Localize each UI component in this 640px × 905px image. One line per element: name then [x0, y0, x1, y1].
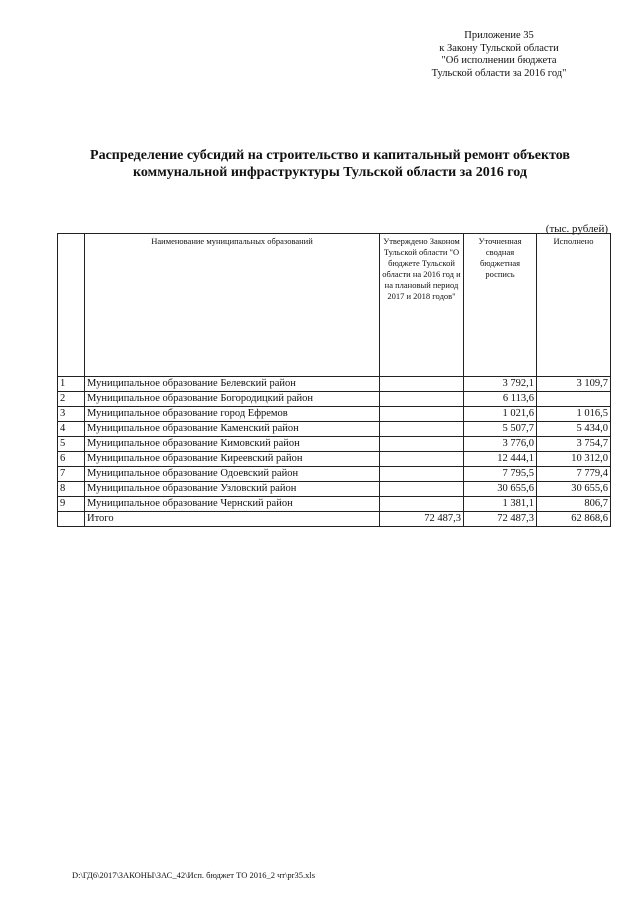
row-executed: 7 779,4: [537, 467, 611, 482]
row-refined: 7 795,5: [464, 467, 537, 482]
appendix-line: к Закону Тульской области: [439, 42, 559, 54]
title-line: Распределение субсидий на строительство и капитальный ремонт объектов: [90, 148, 570, 163]
row-refined: 5 507,7: [464, 422, 537, 437]
row-approved: [380, 377, 464, 392]
row-name: Муниципальное образование Кимовский район: [85, 437, 380, 452]
row-name: Муниципальное образование Богородицкий район: [85, 392, 380, 407]
total-label: Итого: [85, 512, 380, 527]
file-path-footer: D:\ГД6\2017\ЗАКОНЫ\ЗАС_42\Исп. бюджет ТО 2016_2 чт\pr35.xls: [72, 870, 316, 880]
document-title: [40, 147, 620, 181]
row-approved: [380, 422, 464, 437]
appendix-block: [404, 30, 594, 80]
header-approved: Утверждено Законом Тульской области "О бюджете Тульской области на 2016 год и на плановый период 2017 и 2018 годов": [380, 234, 464, 377]
total-approved: 72 487,3: [380, 512, 464, 527]
total-index: [58, 512, 85, 527]
row-name: Муниципальное образование город Ефремов: [85, 407, 380, 422]
row-index: 7: [58, 467, 85, 482]
row-approved: [380, 482, 464, 497]
header-executed: Исполнено: [537, 234, 611, 377]
row-index: 1: [58, 377, 85, 392]
row-index: 5: [58, 437, 85, 452]
row-executed: 30 655,6: [537, 482, 611, 497]
row-approved: [380, 467, 464, 482]
row-executed: 806,7: [537, 497, 611, 512]
appendix-line: "Об исполнении бюджета: [441, 55, 557, 66]
row-executed: [537, 392, 611, 407]
row-index: 3: [58, 407, 85, 422]
total-refined: 72 487,3: [464, 512, 537, 527]
row-executed: 3 754,7: [537, 437, 611, 452]
row-name: Муниципальное образование Каменский район: [85, 422, 380, 437]
row-approved: [380, 392, 464, 407]
row-index: 6: [58, 452, 85, 467]
header-refined: Уточненная сводная бюджетная роспись: [464, 234, 537, 377]
total-executed: 62 868,6: [537, 512, 611, 527]
row-index: 2: [58, 392, 85, 407]
row-refined: 1 381,1: [464, 497, 537, 512]
row-refined: 6 113,6: [464, 392, 537, 407]
table-row: [58, 497, 611, 512]
row-refined: 3 776,0: [464, 437, 537, 452]
row-executed: 5 434,0: [537, 422, 611, 437]
row-approved: [380, 497, 464, 512]
subsidy-table: [57, 233, 611, 527]
row-index: 9: [58, 497, 85, 512]
row-executed: 1 016,5: [537, 407, 611, 422]
units-label: (тыс. рублей): [545, 223, 608, 235]
row-approved: [380, 407, 464, 422]
row-name: Муниципальное образование Белевский район: [85, 377, 380, 392]
table-row: [58, 452, 611, 467]
row-executed: 10 312,0: [537, 452, 611, 467]
table-row: [58, 482, 611, 497]
header-index: [58, 234, 85, 377]
row-name: Муниципальное образование Одоевский район: [85, 467, 380, 482]
table-header-row: [58, 234, 611, 377]
table-row: [58, 422, 611, 437]
table-row: [58, 407, 611, 422]
row-approved: [380, 452, 464, 467]
table-row: [58, 392, 611, 407]
title-line: коммунальной инфраструктуры Тульской области за 2016 год: [133, 165, 527, 180]
appendix-line: Тульской области за 2016 год": [431, 67, 567, 79]
row-executed: 3 109,7: [537, 377, 611, 392]
table-row: [58, 377, 611, 392]
table-total-row: [58, 512, 611, 527]
row-name: Муниципальное образование Киреевский район: [85, 452, 380, 467]
row-refined: 30 655,6: [464, 482, 537, 497]
row-refined: 1 021,6: [464, 407, 537, 422]
row-name: Муниципальное образование Узловский район: [85, 482, 380, 497]
table-row: [58, 437, 611, 452]
row-index: 4: [58, 422, 85, 437]
row-refined: 12 444,1: [464, 452, 537, 467]
header-name: Наименование муниципальных образований: [85, 234, 380, 377]
appendix-line: Приложение 35: [464, 30, 534, 41]
row-refined: 3 792,1: [464, 377, 537, 392]
row-name: Муниципальное образование Чернский район: [85, 497, 380, 512]
table-row: [58, 467, 611, 482]
row-approved: [380, 437, 464, 452]
row-index: 8: [58, 482, 85, 497]
